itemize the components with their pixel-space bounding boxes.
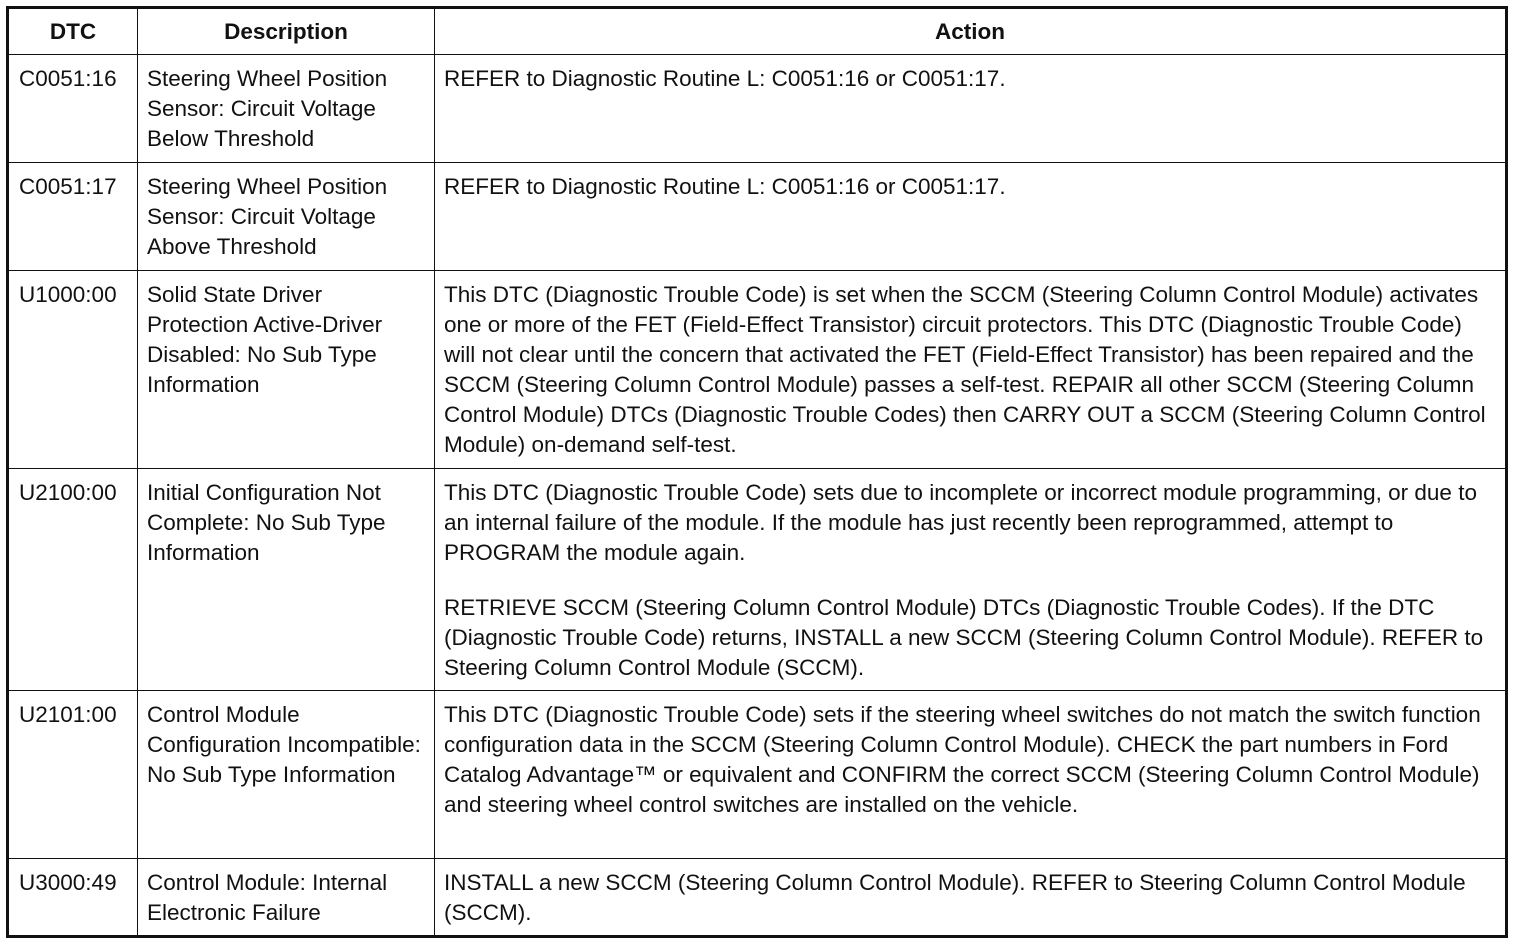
dtc-code: U1000:00 [8, 271, 138, 469]
action-paragraph: REFER to Diagnostic Routine L: C0051:16 or C0051:17. [444, 66, 1006, 91]
table-row [8, 691, 1507, 859]
header-dtc: DTC [8, 8, 138, 55]
table-row [8, 55, 1507, 163]
dtc-action [435, 271, 1507, 469]
dtc-action [435, 163, 1507, 271]
dtc-description: Control Module Configuration Incompatible: No Sub Type Information [138, 691, 435, 859]
action-paragraph: This DTC (Diagnostic Trouble Code) sets due to incomplete or incorrect module programming, or due to an internal failure of the module. If the module has just recently been reprogrammed, attempt to PROGRAM the module again. [444, 480, 1477, 565]
action-paragraph: RETRIEVE SCCM (Steering Column Control Module) DTCs (Diagnostic Trouble Codes). If the DTC (Diagnostic Trouble Code) returns, INSTALL a new SCCM (Steering Column Control Module). REFER to Steering Column Control Module (SCCM). [444, 595, 1484, 680]
table-row [8, 271, 1507, 469]
dtc-action [435, 469, 1507, 691]
action-paragraph: This DTC (Diagnostic Trouble Code) sets if the steering wheel switches do not match the switch function configuration data in the SCCM (Steering Column Control Module). CHECK the part numbers in Ford Catalog Advantage™ or equivalent and CONFIRM the correct SCCM (Steering Column Control Module) and steering wheel control switches are installed on the vehicle. [444, 702, 1481, 817]
action-paragraph: REFER to Diagnostic Routine L: C0051:16 or C0051:17. [444, 174, 1006, 199]
dtc-description: Steering Wheel Position Sensor: Circuit Voltage Above Threshold [138, 163, 435, 271]
dtc-description: Control Module: Internal Electronic Failure [138, 859, 435, 937]
action-paragraph: INSTALL a new SCCM (Steering Column Control Module). REFER to Steering Column Control Module (SCCM). [444, 870, 1466, 925]
header-description: Description [138, 8, 435, 55]
table-header-row [8, 8, 1507, 55]
dtc-code: C0051:16 [8, 55, 138, 163]
dtc-code: C0051:17 [8, 163, 138, 271]
dtc-code: U2100:00 [8, 469, 138, 691]
header-action: Action [435, 8, 1507, 55]
table-row [8, 469, 1507, 691]
table-row [8, 163, 1507, 271]
table-row [8, 859, 1507, 937]
dtc-table [6, 6, 1508, 938]
dtc-code: U3000:49 [8, 859, 138, 937]
dtc-description: Steering Wheel Position Sensor: Circuit Voltage Below Threshold [138, 55, 435, 163]
dtc-description: Initial Configuration Not Complete: No Sub Type Information [138, 469, 435, 691]
dtc-action [435, 859, 1507, 937]
dtc-code: U2101:00 [8, 691, 138, 859]
dtc-action [435, 55, 1507, 163]
dtc-description: Solid State Driver Protection Active-Driver Disabled: No Sub Type Information [138, 271, 435, 469]
dtc-action [435, 691, 1507, 859]
action-paragraph: This DTC (Diagnostic Trouble Code) is set when the SCCM (Steering Column Control Module) activates one or more of the FET (Field-Effect Transistor) circuit protectors. This DTC (Diagnostic Trouble Code) will not clear until the concern that activated the FET (Field-Effect Transistor) has been repaired and the SCCM (Steering Column Control Module) passes a self-test. REPAIR all other SCCM (Steering Column Control Module) DTCs (Diagnostic Trouble Codes) then CARRY OUT a SCCM (Steering Column Control Module) on-demand self-test. [444, 282, 1486, 457]
